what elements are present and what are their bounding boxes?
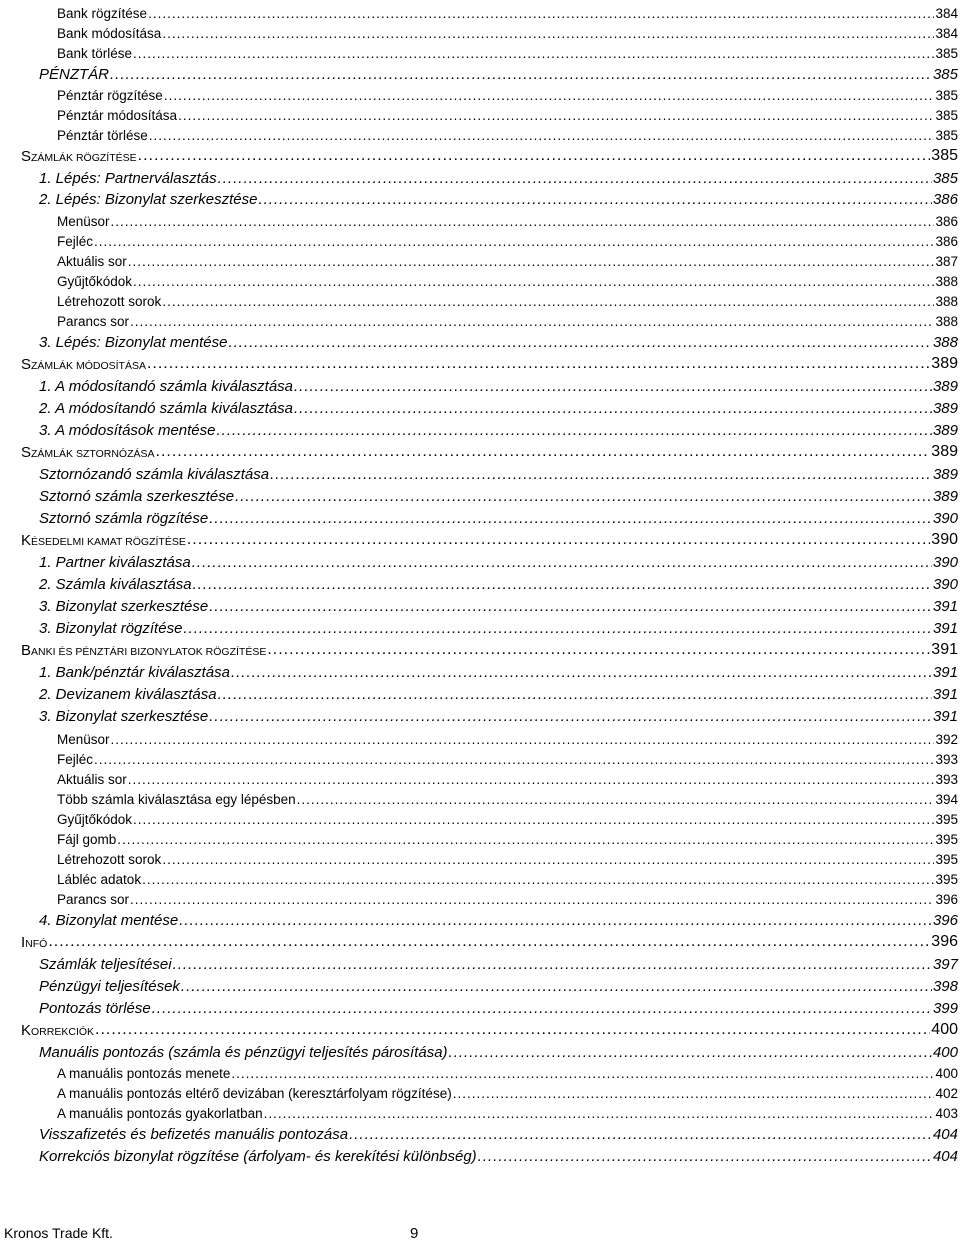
toc-entry-page: 395 [935,871,958,887]
toc-entry-title: Sztornózandó számla kiválasztása [39,466,270,483]
toc-entry-title: Számlák teljesítései [39,956,172,973]
toc-leader-dots [164,89,935,103]
toc-entry-title: Sztornó számla rögzítése [39,510,209,527]
toc-entry-page: 384 [935,5,958,21]
toc-entry-title: Parancs sor [57,313,130,329]
toc-entry[interactable] [39,618,958,636]
toc-entry-title: 3. Bizonylat rögzítése [39,620,183,637]
toc-entry-title [21,1023,94,1038]
toc-entry[interactable] [39,596,958,614]
toc-entry-title: Parancs sor [57,891,130,907]
toc-leader-dots [179,913,932,928]
toc-entry[interactable] [57,770,958,786]
toc-leader-dots [162,295,934,309]
toc-entry-title: 3. Bizonylat szerkesztése [39,708,209,725]
toc-leader-dots [192,555,932,570]
toc-entry[interactable] [21,640,958,658]
toc-entry-title: Pénztár rögzítése [57,87,163,103]
toc-entry-title: 2. Számla kiválasztása [39,576,192,593]
toc-entry-title-rest: ZÁMLÁK SZTORNÓZÁSA [31,448,155,460]
toc-entry[interactable] [57,870,958,886]
toc-entry-title: 1. A módosítandó számla kiválasztása [39,378,294,395]
toc-entry-page: 385 [932,170,958,187]
toc-leader-dots [218,687,932,702]
toc-entry-title: Pontozás törlése [39,1000,151,1017]
toc-entry-title: 4. Bizonylat mentése [39,912,179,929]
toc-entry[interactable] [39,398,958,416]
toc-entry[interactable] [57,24,958,40]
toc-entry-page: 393 [935,771,958,787]
toc-entry-page: 400 [931,1021,958,1038]
toc-entry-page: 386 [935,213,958,229]
toc-entry[interactable] [39,662,958,680]
toc-leader-dots [193,577,932,592]
toc-entry-title: Bank törlése [57,45,133,61]
toc-entry-title: Fájl gomb [57,831,117,847]
toc-entry-title-rest: ORREKCIÓK [31,1026,95,1038]
toc-entry-title-initial: K [21,532,32,549]
toc-leader-dots [264,1107,935,1121]
toc-entry-title: Létrehozott sorok [57,851,162,867]
toc-entry-title: Bank módosítása [57,25,162,41]
toc-leader-dots [349,1127,932,1142]
toc-entry-title: 2. Lépés: Bizonylat szerkesztése [39,191,258,208]
toc-leader-dots [48,934,930,950]
toc-leader-dots [294,379,932,394]
toc-leader-dots [183,621,932,636]
toc-entry-title: Pénztár törlése [57,127,148,143]
toc-leader-dots [95,1022,930,1038]
toc-entry-title: Menüsor [57,213,110,229]
toc-leader-dots [147,356,930,372]
toc-entry-page: 396 [932,912,958,929]
toc-entry-page: 393 [935,751,958,767]
toc-entry-page: 388 [935,293,958,309]
toc-entry-page: 389 [932,422,958,439]
toc-leader-dots [94,235,934,249]
toc-leader-dots [258,192,932,207]
toc-entry-page: 391 [932,598,958,615]
toc-leader-dots [209,599,932,614]
toc-entry-title: Korrekciós bizonylat rögzítése (árfolyam- és kerekítési különbség) [39,1148,477,1165]
toc-leader-dots [162,853,934,867]
toc-leader-dots [270,467,932,482]
toc-leader-dots [478,1149,932,1164]
toc-entry[interactable] [57,272,958,288]
toc-entry-title-rest: NFÓ [25,938,48,950]
toc-entry[interactable] [21,530,958,548]
toc-leader-dots [231,665,932,680]
toc-entry-title: Aktuális sor [57,253,127,269]
toc-entry-page: 389 [932,466,958,483]
toc-leader-dots [130,315,934,329]
toc-entry-title [21,149,137,164]
toc-entry[interactable] [39,376,958,394]
toc-entry-title: Fejléc [57,233,94,249]
toc-entry-page: 400 [932,1044,958,1061]
toc-entry-title: Manuális pontozás (számla és pénzügyi teljesítés párosítása) [39,1044,448,1061]
toc-entry-page: 386 [935,233,958,249]
toc-entry-page: 389 [932,488,958,505]
toc-entry-page: 404 [932,1148,958,1165]
toc-entry-page: 396 [935,891,958,907]
toc-entry-title-initial: S [21,356,32,373]
toc-entry[interactable] [57,830,958,846]
toc-entry[interactable] [57,212,958,228]
toc-leader-dots [218,171,932,186]
toc-leader-dots [453,1087,935,1101]
footer-page-number: 9 [410,1225,419,1242]
toc-leader-dots [133,275,934,289]
toc-entry[interactable] [39,332,958,350]
toc-leader-dots [181,979,932,994]
toc-leader-dots [142,873,934,887]
toc-leader-dots [162,27,934,41]
toc-entry-title-rest: ZÁMLÁK MÓDOSÍTÁSA [31,360,146,372]
toc-entry-title-rest: ÉSEDELMI KAMAT RÖGZÍTÉSE [31,536,186,548]
toc-entry-page: 397 [932,956,958,973]
toc-leader-dots [235,489,932,504]
toc-leader-dots [149,129,935,143]
toc-entry-page: 387 [935,253,958,269]
toc-entry-title-rest: ZÁMLÁK RÖGZÍTÉSE [31,152,137,164]
toc-leader-dots [178,109,934,123]
toc-entry[interactable] [39,64,958,82]
toc-entry-title: Visszafizetés és befizetés manuális pontozása [39,1126,349,1143]
toc-entry-page: 403 [935,1105,958,1121]
toc-leader-dots [228,335,932,350]
toc-leader-dots [216,423,931,438]
toc-entry[interactable] [57,850,958,866]
toc-entry[interactable] [57,890,958,906]
toc-entry[interactable] [57,312,958,328]
toc-entry-page: 404 [932,1126,958,1143]
toc-entry-page: 385 [935,107,958,123]
toc-entry-title: 3. Bizonylat szerkesztése [39,598,209,615]
toc-entry[interactable] [39,420,958,438]
toc-entry[interactable] [57,86,958,102]
toc-entry[interactable] [21,932,958,950]
toc-leader-dots [294,401,932,416]
toc-entry-page: 390 [932,554,958,571]
toc-entry-title-initial: S [21,444,32,461]
toc-entry-page: 388 [935,273,958,289]
toc-entry[interactable] [21,146,958,164]
toc-entry[interactable] [39,954,958,972]
toc-entry-title: 1. Partner kiválasztása [39,554,191,571]
toc-entry-page: 389 [931,355,958,372]
toc-entry-title [21,445,155,460]
toc-entry-title: 1. Lépés: Partnerválasztás [39,170,217,187]
toc-entry-page: 389 [931,443,958,460]
toc-entry-page: 395 [935,851,958,867]
toc-entry-page: 390 [932,510,958,527]
toc-entry-title: 1. Bank/pénztár kiválasztása [39,664,230,681]
toc-entry-page: 389 [932,378,958,395]
toc-entry-title [21,935,47,950]
toc-entry[interactable] [57,790,958,806]
toc-leader-dots [187,532,930,548]
toc-entry-page: 388 [935,313,958,329]
toc-entry-page: 394 [935,791,958,807]
toc-entry[interactable] [21,354,958,372]
toc-entry[interactable] [57,750,958,766]
toc-entry[interactable] [57,252,958,268]
toc-entry-page: 390 [931,531,958,548]
toc-entry-page: 396 [931,933,958,950]
toc-entry-page: 391 [931,641,958,658]
toc-entry-title: Aktuális sor [57,771,127,787]
toc-entry[interactable] [21,1020,958,1038]
toc-entry[interactable] [39,684,958,702]
toc-entry-title [21,533,186,548]
toc-entry-title: 3. Lépés: Bizonylat mentése [39,334,228,351]
toc-entry[interactable] [57,810,958,826]
toc-leader-dots [128,773,935,787]
toc-entry[interactable] [57,232,958,248]
toc-entry-title [21,357,146,372]
toc-entry-page: 384 [935,25,958,41]
toc-entry-page: 385 [932,66,958,83]
toc-entry[interactable] [39,976,958,994]
toc-entry[interactable] [39,574,958,592]
toc-entry-title: Pénztár módosítása [57,107,178,123]
toc-entry-title-initial: K [21,1022,32,1039]
toc-entry[interactable] [39,486,958,504]
toc-entry-page: 388 [932,334,958,351]
toc-leader-dots [156,444,931,460]
toc-entry-page: 399 [932,1000,958,1017]
toc-entry-title: 3. A módosítások mentése [39,422,216,439]
toc-leader-dots [267,642,930,658]
toc-leader-dots [130,893,934,907]
toc-entry-page: 398 [932,978,958,995]
toc-entry-page: 386 [932,191,958,208]
toc-entry[interactable] [39,998,958,1016]
toc-leader-dots [128,255,935,269]
toc-leader-dots [148,7,934,21]
toc-leader-dots [209,709,932,724]
toc-entry-title: Pénzügyi teljesítések [39,978,180,995]
toc-entry-title: PÉNZTÁR [39,66,110,83]
toc-leader-dots [231,1067,934,1081]
toc-entry-title: Több számla kiválasztása egy lépésben [57,791,296,807]
toc-entry[interactable] [21,442,958,460]
toc-entry[interactable] [57,1064,958,1080]
toc-entry[interactable] [57,1084,958,1100]
toc-entry-title: A manuális pontozás gyakorlatban [57,1105,263,1121]
toc-entry[interactable] [57,730,958,746]
toc-entry-page: 385 [935,127,958,143]
toc-leader-dots [110,67,932,82]
toc-entry-title: Fejléc [57,751,94,767]
toc-leader-dots [111,215,935,229]
toc-leader-dots [133,47,934,61]
toc-entry-title: Gyűjtőkódok [57,811,133,827]
toc-entry-title: 2. A módosítandó számla kiválasztása [39,400,294,417]
toc-entry-title: Bank rögzítése [57,5,148,21]
toc-entry-page: 391 [932,686,958,703]
toc-entry-page: 385 [935,87,958,103]
toc-entry-page: 391 [932,620,958,637]
toc-entry[interactable] [39,1146,958,1164]
toc-entry[interactable] [57,106,958,122]
toc-entry-page: 385 [931,147,958,164]
toc-entry-page: 392 [935,731,958,747]
toc-entry-title: 2. Devizanem kiválasztása [39,686,217,703]
toc-leader-dots [152,1001,932,1016]
toc-entry-page: 389 [932,400,958,417]
toc-entry-page: 400 [935,1065,958,1081]
toc-entry-page: 402 [935,1085,958,1101]
toc-entry-page: 395 [935,831,958,847]
toc-entry-title: A manuális pontozás menete [57,1065,231,1081]
toc-entry[interactable] [57,126,958,142]
toc-entry-title-initial: B [21,642,32,659]
toc-entry[interactable] [39,910,958,928]
toc-entry[interactable] [57,1104,958,1120]
toc-entry[interactable] [39,1124,958,1142]
toc-entry-title [21,643,266,658]
toc-leader-dots [133,813,934,827]
toc-entry-title: Gyűjtőkódok [57,273,133,289]
toc-entry[interactable] [57,4,958,20]
toc-entry-title-initial: I [21,934,26,951]
toc-entry-page: 395 [935,811,958,827]
toc-leader-dots [297,793,935,807]
toc-entry-title-initial: S [21,148,32,165]
toc-entry-page: 390 [932,576,958,593]
toc-entry[interactable] [39,189,958,207]
toc-leader-dots [449,1045,932,1060]
toc-entry-page: 385 [935,45,958,61]
footer-company: Kronos Trade Kft. [4,1225,113,1241]
toc-entry[interactable] [57,292,958,308]
toc-entry-page: 391 [932,708,958,725]
toc-entry-title-rest: ANKI ÉS PÉNZTÁRI BIZONYLATOK RÖGZÍTÉSE [31,646,267,658]
toc-entry-title: A manuális pontozás eltérő devizában (keresztárfolyam rögzítése) [57,1085,452,1101]
toc-leader-dots [138,148,931,164]
toc-leader-dots [209,511,932,526]
toc-entry[interactable] [39,1042,958,1060]
toc-entry[interactable] [39,552,958,570]
toc-entry[interactable] [39,168,958,186]
toc-entry-title: Menüsor [57,731,110,747]
toc-entry[interactable] [57,44,958,60]
toc-leader-dots [117,833,934,847]
toc-entry-title: Sztornó számla szerkesztése [39,488,235,505]
toc-leader-dots [111,733,935,747]
toc-entry-page: 391 [932,664,958,681]
toc-entry[interactable] [39,706,958,724]
page-footer [0,1225,960,1243]
toc-entry-title: Létrehozott sorok [57,293,162,309]
toc-entry[interactable] [39,508,958,526]
toc-leader-dots [173,957,932,972]
toc-entry-title: Lábléc adatok [57,871,142,887]
toc-entry[interactable] [39,464,958,482]
toc-leader-dots [94,753,934,767]
